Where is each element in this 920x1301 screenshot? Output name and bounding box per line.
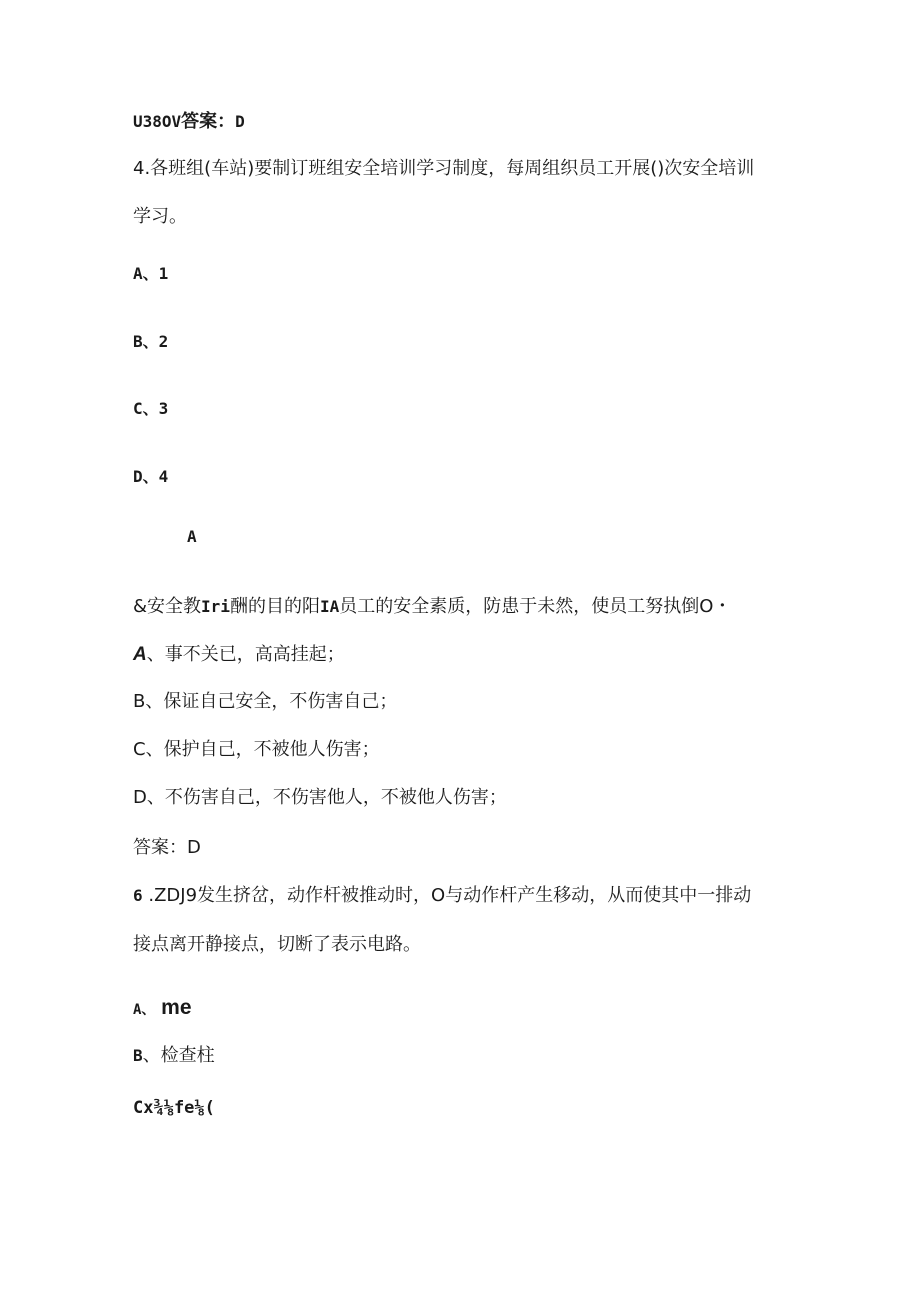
question-5-text-part-2: Iri bbox=[201, 597, 230, 616]
question-5-text-part-3: 酬的目的阳 bbox=[229, 596, 320, 617]
question-4-option-c: C、3 bbox=[133, 399, 169, 418]
question-6-option-a bbox=[133, 996, 192, 1022]
question-5-option-a bbox=[133, 643, 345, 667]
question-5-text bbox=[133, 595, 731, 619]
question-4-text-line-2: 学习。 bbox=[133, 206, 187, 227]
question-6-option-b bbox=[133, 1044, 215, 1068]
answer-prefix: U38OV bbox=[133, 112, 182, 131]
option-b-text: 、检查柱 bbox=[142, 1045, 215, 1066]
question-6-text-line-2: 接点离开静接点，切断了表示电路。 bbox=[133, 934, 421, 955]
question-6-number: 6 bbox=[133, 886, 143, 905]
question-4-option-b: B、2 bbox=[133, 332, 169, 351]
answer-label: 答案： bbox=[181, 111, 236, 132]
question-5-option-d: D、不伤害自己，不伤害他人，不被他人伤害； bbox=[133, 787, 507, 808]
option-a-letter: A bbox=[133, 644, 147, 665]
question-4-option-a: A、1 bbox=[133, 264, 169, 283]
question-5-text-part-4: IA bbox=[319, 597, 340, 616]
question-5-text-part-1: &安全教 bbox=[133, 596, 202, 617]
question-5-option-c: C、保护自己，不被他人伤害； bbox=[133, 739, 380, 760]
answer-value: D bbox=[235, 112, 245, 131]
question-6-text-line-1 bbox=[133, 884, 751, 908]
question-5-text-part-5: 员工的安全素质，防患于未然，使员工努执倒O・ bbox=[339, 596, 732, 617]
answer-line-q3 bbox=[133, 110, 245, 134]
question-6-option-c: Cx¾⅛fe⅛( bbox=[133, 1098, 215, 1118]
option-a-text: 、事不关已，高高挂起； bbox=[146, 644, 345, 665]
option-a-text: me bbox=[161, 996, 192, 1019]
question-5-option-b: B、保证自己安全，不伤害自己； bbox=[133, 691, 398, 712]
question-6-text: .ZDJ9发生挤岔，动作杆被推动时，O与动作杆产生移动，从而使其中一排动 bbox=[142, 885, 752, 906]
question-4-answer: A bbox=[187, 527, 197, 546]
option-b-letter: B bbox=[133, 1046, 143, 1065]
option-a-letter: A、 bbox=[133, 1002, 156, 1018]
question-4-text-line-1: 4.各班组(车站)要制订班组安全培训学习制度，每周组织员工开展()次安全培训 bbox=[133, 158, 755, 179]
question-5-answer: 答案：D bbox=[133, 837, 201, 858]
question-4-option-d: D、4 bbox=[133, 467, 169, 486]
